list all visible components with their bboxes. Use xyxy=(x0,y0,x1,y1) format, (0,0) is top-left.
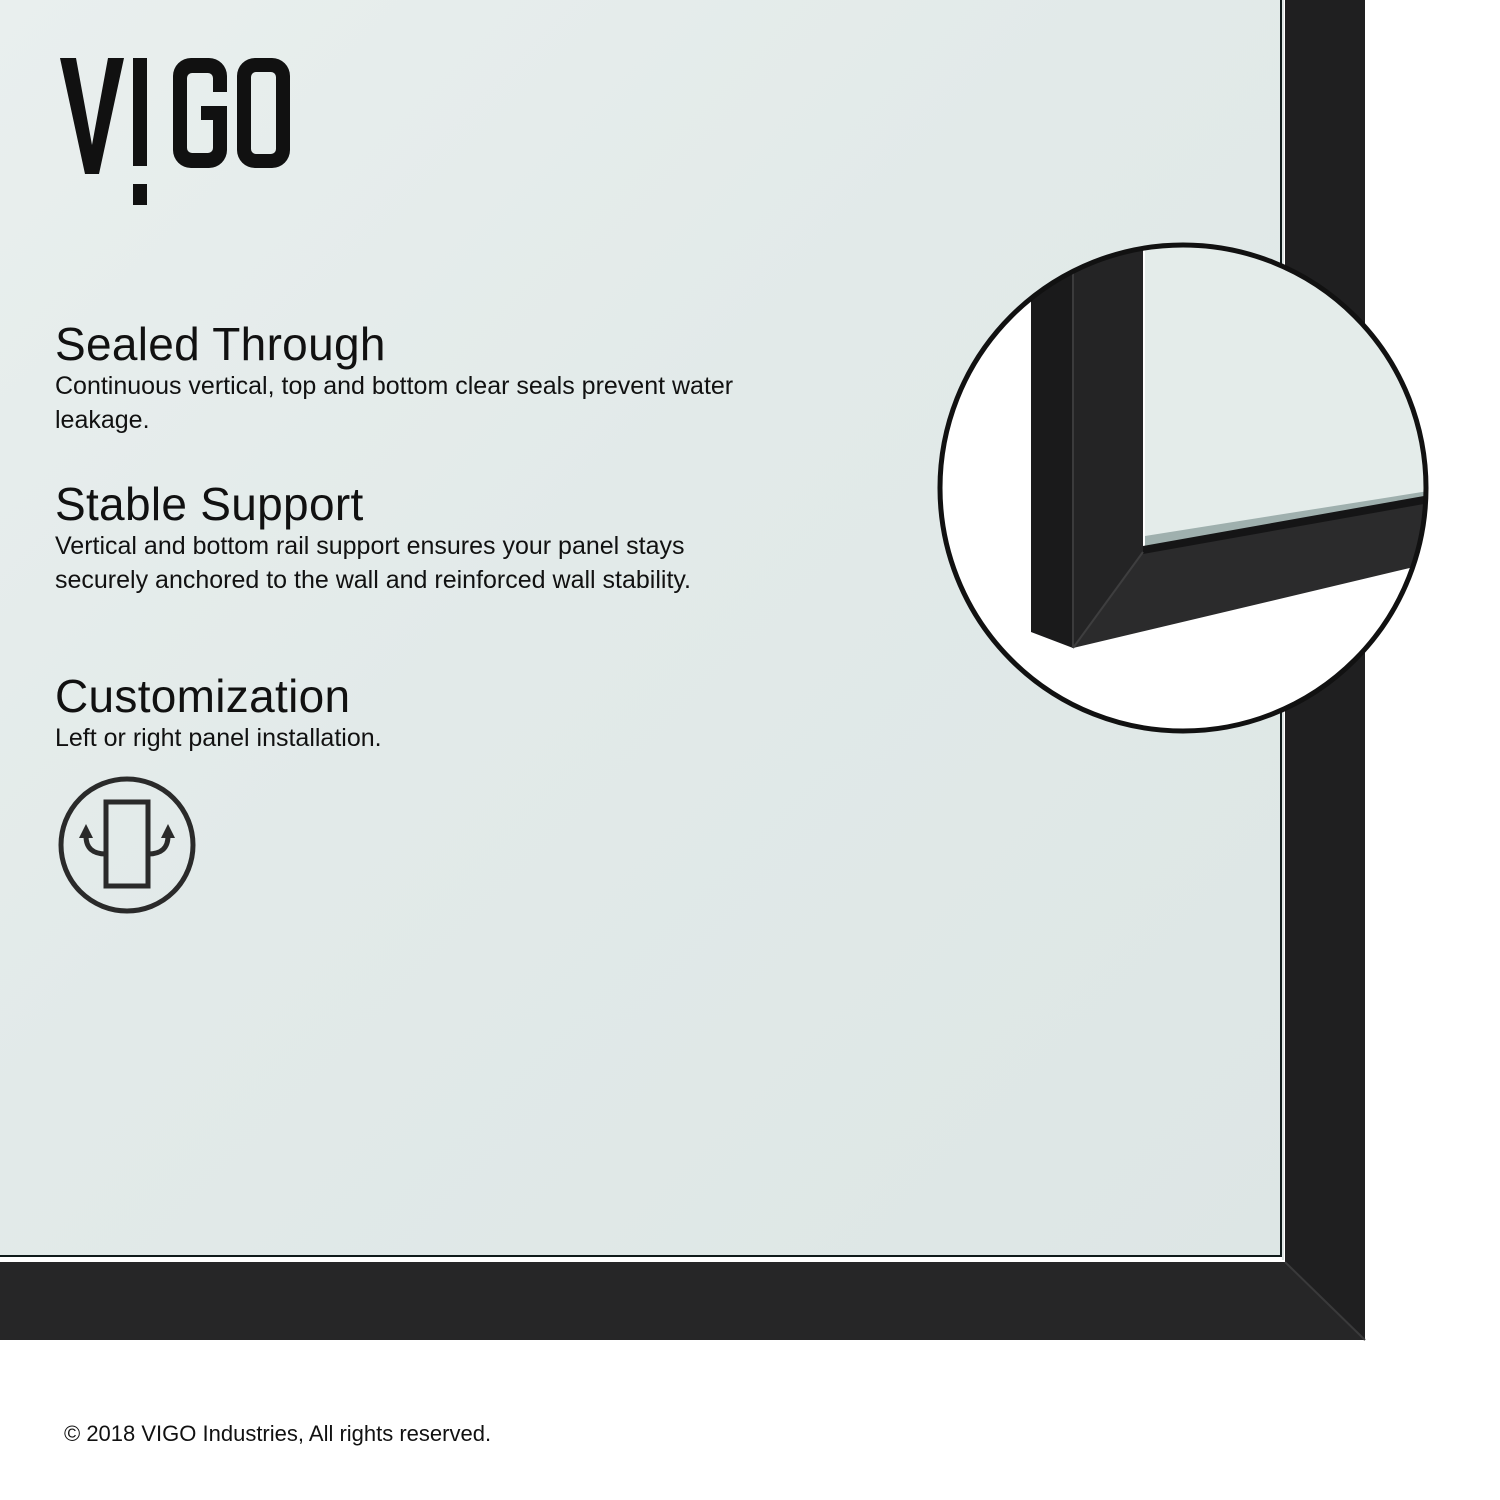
feature-description: Continuous vertical, top and bottom clear seals prevent water leakage. xyxy=(55,372,734,434)
feature-customization xyxy=(55,670,775,756)
bottom-rail xyxy=(0,1262,1365,1340)
feature-sealed-through xyxy=(55,318,775,437)
frame-corner-zoom xyxy=(935,240,1435,740)
feature-description: Vertical and bottom rail support ensures your panel stays securely anchored to the wall and reinforced wall stability. xyxy=(55,532,691,594)
panel-reversible-icon xyxy=(56,774,198,916)
feature-title: Customization xyxy=(55,670,351,722)
vigo-logo xyxy=(55,50,305,210)
feature-description: Left or right panel installation. xyxy=(55,724,382,752)
feature-title: Stable Support xyxy=(55,478,364,530)
copyright-text: © 2018 VIGO Industries, All rights reserved. xyxy=(64,1421,492,1446)
feature-stable-support xyxy=(55,478,775,597)
feature-title: Sealed Through xyxy=(55,318,386,370)
